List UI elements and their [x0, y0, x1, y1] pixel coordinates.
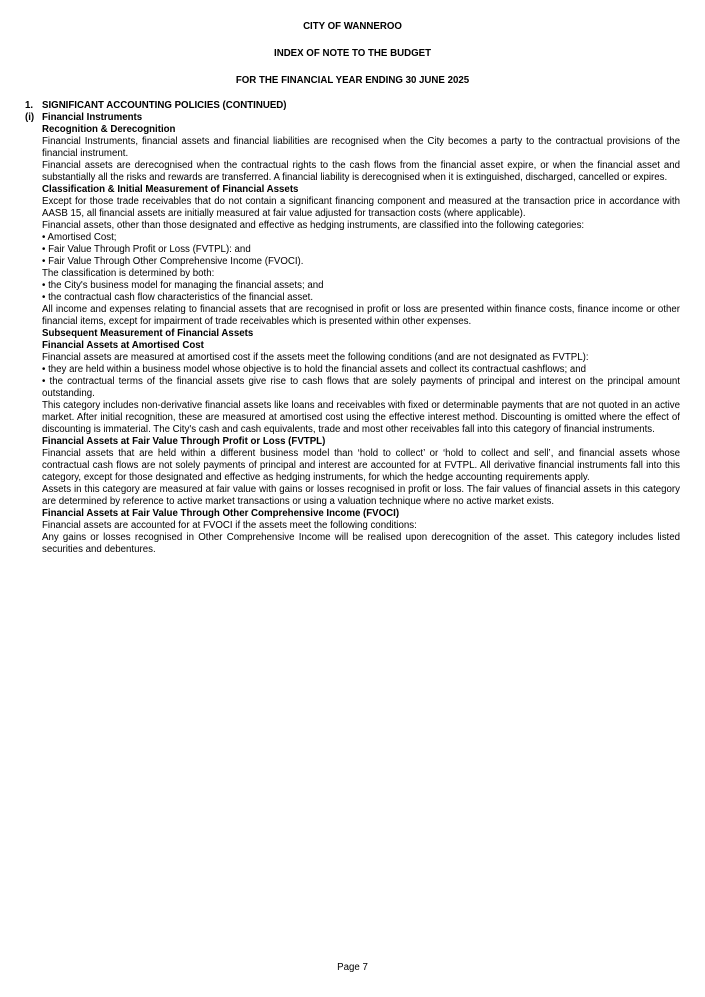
- category-bullet-item: • Fair Value Through Other Comprehensive Income (FVOCI).: [42, 256, 304, 267]
- determined-intro: The classification is determined by both:: [42, 268, 215, 279]
- category-bullet-item: • Fair Value Through Profit or Loss (FVTPL): and: [42, 244, 251, 255]
- determined-bullet-item: • the City's business model for managing the financial assets; and: [42, 280, 324, 291]
- recognition-paragraph-1: Financial Instruments, financial assets and financial liabilities are recognised when the City becomes a party to the contractual provisions of the financial instrument.: [42, 136, 680, 159]
- org-title: CITY OF WANNEROO: [303, 21, 402, 32]
- subsection-heading-row: [25, 112, 680, 124]
- subsequent-heading: Subsequent Measurement of Financial Assets: [42, 328, 254, 339]
- page-number: Page 7: [337, 962, 368, 973]
- section-heading-block: [0, 100, 705, 124]
- recognition-heading: Recognition & Derecognition: [42, 124, 176, 135]
- doc-period: FOR THE FINANCIAL YEAR ENDING 30 JUNE 2025: [235, 75, 470, 86]
- subsection-marker: (i): [25, 112, 35, 123]
- amortised-bullet-item: • they are held within a business model whose objective is to hold the financial assets and collect its contractual cashflows; and: [42, 364, 587, 375]
- fvoci-paragraph-2: Any gains or losses recognised in Other Comprehensive Income will be realised upon derecognition of the asset. This category includes listed securities and debentures.: [42, 532, 680, 555]
- recognition-paragraph-2: Financial assets are derecognised when the contractual rights to the cash flows from the financial asset expire, or when the financial asset and substantially all the risks and rewards are transferred. A financial liability is derecognised when it is extinguished, discharged, cancelled or expires.: [42, 160, 680, 183]
- determined-bullet-item: • the contractual cash flow characteristics of the financial asset.: [42, 292, 314, 303]
- doc-title: INDEX OF NOTE TO THE BUDGET: [274, 48, 431, 59]
- fvtpl-paragraph-1: Financial assets that are held within a different business model than ‘hold to collect’ or ‘hold to collect and sell’, and financial assets whose contractual cash flows are not solely payments of principal and interest are accounted for at FVTPL. All derivative financial instruments fall into this category, except for those designated and effective as hedging instruments, for which the hedge accounting requirements apply.: [42, 448, 680, 483]
- fvtpl-paragraph-2: Assets in this category are measured at fair value with gains or losses recognised in profit or loss. The fair values of financial assets in this category are determined by reference to active market transactions or using a valuation technique where no active market exists.: [42, 484, 680, 507]
- document-body: [0, 124, 705, 556]
- categories-intro: Financial assets, other than those designated and effective as hedging instruments, are classified into the following categories:: [42, 220, 585, 231]
- section-number: 1.: [25, 100, 34, 111]
- amortised-paragraph-1: This category includes non-derivative financial assets like loans and receivables with fixed or determinable payments that are not quoted in an active market. After initial recognition, these are measured at amortised cost using the effective interest method. Discounting is omitted where the effect of discounting is immaterial. The City's cash and cash equivalents, trade and most other receivables fall into this category of financial instruments.: [42, 400, 680, 435]
- classification-paragraph-2: All income and expenses relating to financial assets that are recognised in profit or loss are presented within finance costs, finance income or other financial items, except for impairment of trade receivables which is presented within other expenses.: [42, 304, 680, 327]
- amortised-conditions-intro: Financial assets are measured at amortised cost if the assets meet the following conditions (and are not designated as FVTPL):: [42, 352, 589, 363]
- section-heading-row: [25, 100, 680, 112]
- subsection-title: Financial Instruments: [42, 112, 143, 123]
- classification-paragraph-1: Except for those trade receivables that do not contain a significant financing component and measured at the transaction price in accordance with AASB 15, all financial assets are initially measured at fair value adjusted for transaction costs (where applicable).: [42, 196, 680, 219]
- amortised-heading: Financial Assets at Amortised Cost: [42, 340, 204, 351]
- fvoci-heading: Financial Assets at Fair Value Through Other Comprehensive Income (FVOCI): [42, 508, 400, 519]
- classification-heading: Classification & Initial Measurement of Financial Assets: [42, 184, 299, 195]
- document-header: [0, 0, 705, 87]
- category-bullet-item: • Amortised Cost;: [42, 232, 117, 243]
- fvtpl-heading: Financial Assets at Fair Value Through Profit or Loss (FVTPL): [42, 436, 326, 447]
- amortised-bullet-item: • the contractual terms of the financial assets give rise to cash flows that are solely payments of principal and interest on the principal amount outstanding.: [42, 376, 680, 399]
- page-footer: [0, 962, 705, 974]
- fvoci-paragraph-1: Financial assets are accounted for at FVOCI if the assets meet the following conditions:: [42, 520, 417, 531]
- section-title: SIGNIFICANT ACCOUNTING POLICIES (CONTINUED): [42, 100, 287, 111]
